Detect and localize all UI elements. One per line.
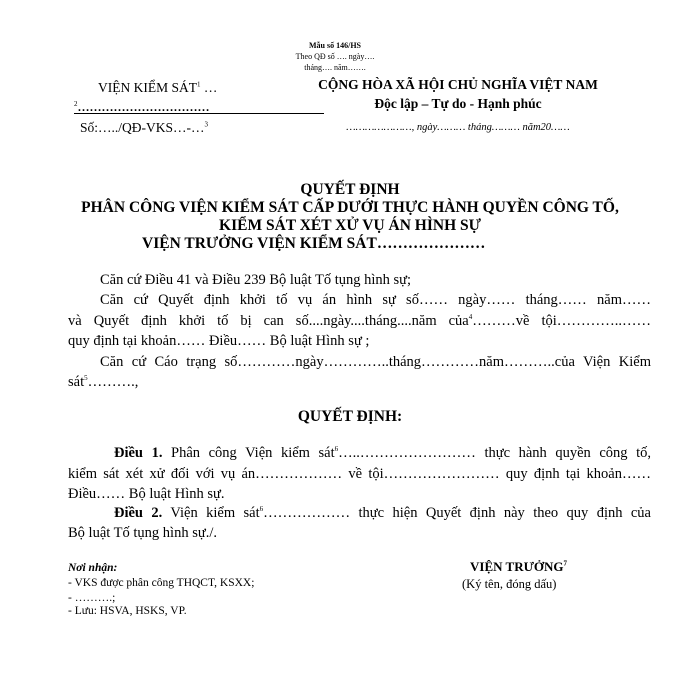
- decision-number: [80, 120, 208, 136]
- article-2-text-a: Viện kiểm sát: [162, 505, 260, 521]
- basis-3-line2: [68, 372, 138, 393]
- basis-1: Căn cứ Điều 41 và Điều 239 Bộ luật Tố tụng hình sự;: [100, 272, 412, 288]
- basis-2-line2-a: và Quyết định khởi tố bị can số....ngày....tháng....năm của: [68, 313, 469, 329]
- article-2-label: Điều 2.: [114, 505, 163, 521]
- article-2-line1: [114, 503, 651, 524]
- recipients-heading: Nơi nhận:: [68, 562, 118, 574]
- footnote-ref-6: 6: [334, 445, 339, 454]
- decision-heading: QUYẾT ĐỊNH:: [297, 408, 403, 425]
- signer-title: [470, 559, 567, 575]
- basis-3-line2-b: ……….,: [87, 374, 139, 390]
- article-2-line2: Bộ luật Tố tụng hình sự./.: [68, 525, 217, 541]
- article-1-label: Điều 1.: [114, 445, 163, 461]
- signer-title-text: VIỆN TRƯỞNG: [470, 559, 564, 574]
- article-1-line2: kiểm sát xét xử đối với vụ án……………… về tội…………………… quy định tại khoản……: [68, 466, 651, 482]
- recipient-item: - Lưu: HSVA, HSKS, VP.: [68, 605, 187, 617]
- article-1-text-b: …..…………………… thực hành quyền công tố,: [338, 445, 652, 461]
- article-1-line1: [114, 443, 651, 464]
- basis-2-line2-b: ………về tội…………..……: [472, 313, 651, 329]
- signature-note: (Ký tên, đóng dấu): [462, 577, 557, 591]
- basis-2-line1: Căn cứ Quyết định khởi tố vụ án hình sự số…… ngày…… tháng…… năm……: [100, 292, 651, 308]
- footnote-ref-7: 7: [563, 559, 568, 568]
- decision-number-text: Số:…../QĐ-VKS…-…: [80, 120, 205, 135]
- agency-name-text: VIỆN KIỂM SÁT: [98, 80, 197, 95]
- footnote-ref-4: 4: [468, 313, 473, 322]
- form-number: Mẫu số 146/HS: [308, 41, 361, 50]
- footnote-ref-2: 2: [74, 100, 78, 108]
- document-subject-line1: PHÂN CÔNG VIỆN KIỂM SÁT CẤP DƯỚI THỰC HÀNH QUYỀN CÔNG TỐ,: [81, 199, 619, 216]
- place-date-line: …………………, ngày……… tháng……… năm20……: [346, 122, 570, 133]
- basis-2-line3: quy định tại khoản…… Điều…… Bộ luật Hình sự ;: [68, 333, 370, 349]
- form-number-note: [290, 40, 380, 51]
- footnote-ref-5: 5: [84, 374, 88, 383]
- national-motto: Độc lập – Tự do - Hạnh phúc: [374, 96, 542, 111]
- document-title: QUYẾT ĐỊNH: [300, 181, 400, 198]
- agency-name: [98, 80, 217, 96]
- basis-3-line2-a: sát: [68, 374, 85, 390]
- footnote-ref-6b: 6: [259, 505, 264, 514]
- footnote-ref-1: 1: [197, 80, 201, 89]
- recipient-item: - ……….;: [68, 592, 116, 604]
- issuing-authority: VIỆN TRƯỞNG VIỆN KIỂM SÁT…………………: [142, 235, 486, 252]
- form-reference-line2: tháng…. năm…….: [304, 63, 366, 72]
- form-reference: [290, 51, 380, 73]
- article-1-line3: Điều…… Bộ luật Hình sự.: [68, 486, 225, 502]
- article-1-text-a: Phân công Viện kiểm sát: [162, 445, 335, 461]
- header-underline: [74, 113, 324, 114]
- footnote-ref-3: 3: [204, 120, 209, 129]
- nation-name: CỘNG HÒA XÃ HỘI CHỦ NGHĨA VIỆT NAM: [318, 77, 598, 92]
- document-subject-line2: KIỂM SÁT XÉT XỬ VỤ ÁN HÌNH SỰ: [219, 217, 481, 234]
- subordinate-unit-dots: ……………………………: [77, 100, 210, 114]
- basis-3-line1: Căn cứ Cáo trạng số…………ngày…………..tháng…………năm………..của Viện Kiểm: [100, 354, 651, 370]
- basis-2-line2: [68, 311, 651, 332]
- article-2-text-b: ……………… thực hiện Quyết định này theo quy định của: [263, 505, 651, 521]
- recipient-item: - VKS được phân công THQCT, KSXX;: [68, 577, 255, 589]
- agency-name-tail: …: [200, 80, 218, 95]
- form-reference-line1: Theo QĐ số …. ngày….: [295, 52, 375, 61]
